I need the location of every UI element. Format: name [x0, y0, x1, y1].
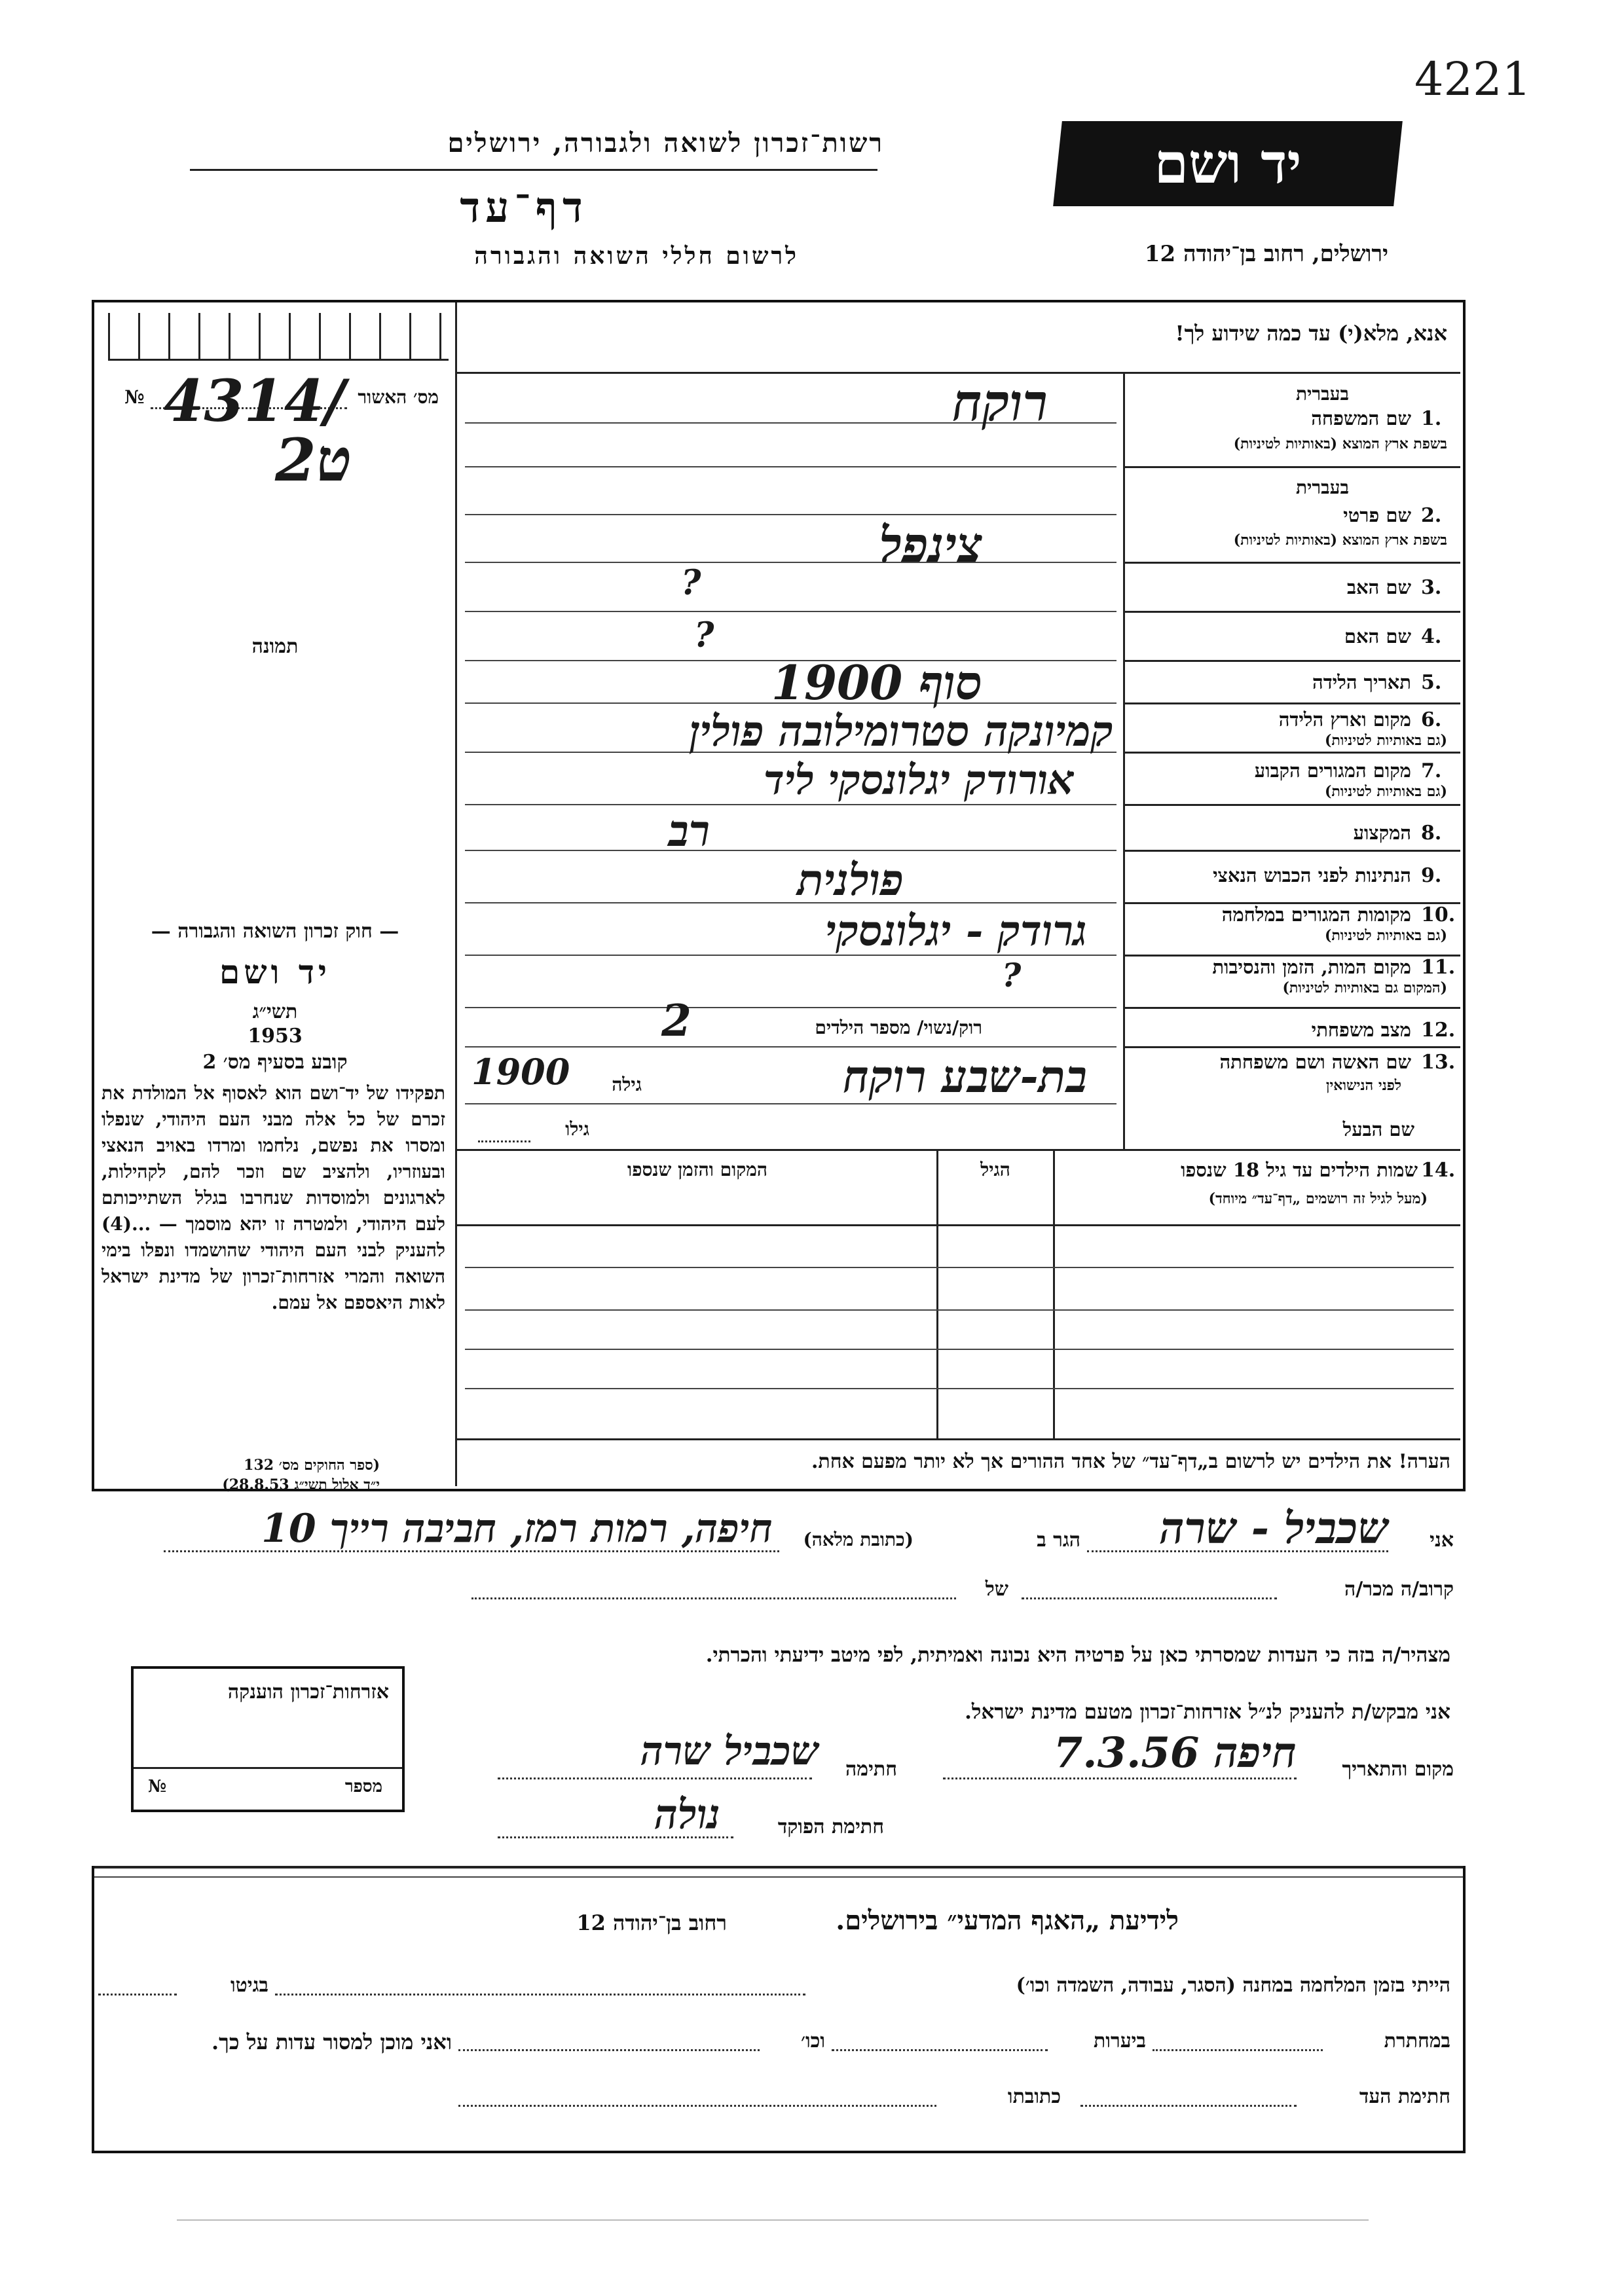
field-number-12: 12.: [1421, 1019, 1456, 1042]
law-ref-1: (ספר החוקים מס׳ 132: [244, 1457, 380, 1474]
info-frame: [92, 1866, 1466, 2153]
declarant-address: חיפה, רמות רמז, חביבה רייך 10: [261, 1506, 773, 1552]
label-mother-name: שם האם: [1344, 625, 1411, 647]
children-place-header: המקום והזמן שנספו: [627, 1159, 767, 1180]
field-number-13: 13.: [1421, 1051, 1456, 1074]
value-residence: אורודק יגלונסקי ליד: [763, 756, 1074, 804]
info-title: לידיעת „האגף המדעי״ בירושלים.: [836, 1905, 1179, 1936]
place-date-label: מקום והתאריך: [1342, 1758, 1454, 1781]
label-profession: המקצוע: [1353, 822, 1411, 844]
children-count: 2: [661, 995, 692, 1046]
value-mother-name: ?: [694, 615, 714, 655]
declarant-name: שכביל - שרה: [1159, 1503, 1388, 1554]
value-family-name: רוקח: [951, 373, 1048, 433]
info-line-camp: הייתי בזמן המלחמה במחנה (הסגר, עבודה, השמדה וכו׳): [1016, 1974, 1450, 1997]
label-death-place: מקום המות, הזמן והנסיבות: [1212, 956, 1411, 978]
children-table-note: (מעל לגיל זה רושמים „דף־עד״ מיוחד): [1208, 1190, 1428, 1207]
of-label: של: [985, 1578, 1008, 1601]
number-boxes: [108, 313, 449, 359]
citizenship-prefix: №: [148, 1777, 167, 1796]
field-number-1: 1.: [1421, 407, 1442, 430]
officer-signature: נולה: [654, 1791, 720, 1838]
approval-prefix: №: [124, 386, 145, 408]
field-number-9: 9.: [1421, 864, 1442, 887]
ani-label: אני: [1430, 1529, 1454, 1552]
etc-label: וכו׳: [801, 2030, 825, 2052]
note-birth-place: (גם באותיות לטיניות): [1324, 732, 1447, 749]
remark: הערה! את הילדים יש לרשום ב„דף־עד״ של אחד ההורים אך לא יותר מפעם אחת.: [811, 1450, 1450, 1473]
field-number-7: 7.: [1421, 759, 1442, 782]
citizenship-box: [131, 1666, 405, 1812]
field-number-10: 10.: [1421, 903, 1456, 926]
residing-label: הגר ב: [1037, 1529, 1080, 1552]
note-family-name: בשפת ארץ המוצא (באותיות לטיניות): [1233, 435, 1447, 452]
note-death-place: (המקום גם באותיות לטיניות): [1282, 979, 1447, 996]
page-number: 4221: [1414, 52, 1532, 106]
citizenship-number-label: מספר: [344, 1777, 382, 1796]
children-age-header: הגיל: [980, 1159, 1010, 1180]
citizenship-title: אזרחות־זכרון הוענקה: [227, 1681, 389, 1704]
photo-area: [164, 537, 386, 838]
marital-options: רוק/נשוי/ מספר הילדים: [815, 1017, 982, 1038]
full-address-label: (כתובת מלאה): [803, 1529, 913, 1550]
officer-label: חתימת הפוקד: [777, 1815, 884, 1838]
field-number-4: 4.: [1421, 625, 1442, 648]
law-name: יד ושם: [219, 953, 331, 991]
logo-text: יד ושם: [1154, 131, 1302, 196]
header-address: ירושלים, רחוב בן־יהודה 12: [1144, 241, 1388, 267]
note-wartime-residence: (גם באותיות לטיניות): [1324, 927, 1447, 944]
signature-label: חתימה: [845, 1758, 897, 1781]
husband-age-label: גילו: [565, 1118, 589, 1140]
approval-label: מס׳ האשור: [358, 386, 439, 408]
note-wife-name: לפני הנישואין: [1325, 1077, 1401, 1094]
approval-number: 4314/: [164, 367, 346, 435]
value-nationality: פולנית: [797, 854, 904, 905]
ghetto-label: בגיטו: [230, 1974, 268, 1997]
wife-age-value: 1900: [471, 1051, 570, 1093]
field-number-14: 14.: [1421, 1159, 1456, 1182]
value-birth-place: קמיונקה סטרומילובה פולין: [689, 707, 1113, 756]
form-subtitle: לרשום חללי השואה והגבורה: [474, 242, 799, 270]
hebrew-tag-2: בעברית: [1295, 477, 1349, 498]
hebrew-tag-1: בעברית: [1295, 383, 1349, 405]
field-number-6: 6.: [1421, 708, 1442, 731]
photo-label: תמונה: [251, 635, 299, 658]
value-first-name: צינפל: [879, 517, 982, 574]
label-family-name: שם המשפחה: [1311, 407, 1411, 429]
label-birth-date: תאריך הלידה: [1312, 671, 1411, 693]
field-number-3: 3.: [1421, 576, 1442, 599]
field-number-5: 5.: [1421, 671, 1442, 694]
label-father-name: שם האב: [1346, 576, 1411, 598]
declaration: מצהיר/ה בזה כי העדות שמסרתי כאן על פרטיה היא נכונה ואמיתית, לפי מיטב ידיעתי והכרתי.: [705, 1643, 1450, 1667]
place-date-value: חיפה 7.3.56: [1053, 1728, 1297, 1777]
field-number-8: 8.: [1421, 822, 1442, 845]
authority-name: רשות־זכרון לשואה ולגבורה, ירושלים: [447, 128, 884, 158]
label-husband-name: שם הבעל: [1342, 1118, 1414, 1140]
value-wife-name: בת-שבע רוקח: [843, 1051, 1087, 1103]
relative-label: קרוב/ה מכר/ה: [1344, 1578, 1454, 1601]
label-wife-name: שם האשה ושם משפחתה: [1219, 1051, 1411, 1073]
label-residence: מקום המגורים הקבוע: [1254, 759, 1411, 782]
signature-value: שכביל שרה: [640, 1728, 819, 1774]
law-text: תפקידו של יד־ושם הוא לאסוף אל המולדת את זכרם של כל אלה מבני העם היהודי, שנפלו ומסרו את נפשם, נלחמו ומרדו באויב הנאצי ובעוזריו, ולהציב שם וזכר להם, לקהילות, לארגונים ולמוסדות שנחרבו בגלל השתייכותם לעם היהודי, ולמטרה זו יהא מוסמך — ...(4) להעניק לבני העם היהודי שהושמדו ונפלו בימי השואה והמרי אזרחות־זכרון של מדינת ישראל לאות היאספם אל עמם.: [101, 1082, 445, 1313]
address-label: כתובתו: [1007, 2085, 1061, 2108]
label-nationality: הנתינות לפני הכבוש הנאצי: [1213, 864, 1411, 886]
wife-age-label: גילה: [612, 1074, 642, 1095]
yad-vashem-logo: [1053, 121, 1403, 206]
note-residence: (גם באותיות לטיניות): [1324, 783, 1447, 800]
label-wartime-residence: מקומות המגורים במלחמה: [1221, 903, 1411, 926]
witness-signature-label: חתימת העד: [1359, 2085, 1450, 2108]
ready-to-testify: ואני מוכן למסור עדות על כך.: [211, 2030, 452, 2054]
field-number-11: 11.: [1421, 956, 1456, 979]
forests-label: ביערות: [1093, 2030, 1146, 2052]
value-wartime-residence: גרודק - יגלונסקי: [825, 907, 1087, 956]
law-year: 1953: [248, 1025, 303, 1048]
value-birth-date: סוף 1900: [771, 655, 982, 710]
form-title: דף־עד: [460, 183, 588, 232]
law-ref-2: י״ד אלול תשי״ג 28.8.53): [222, 1476, 380, 1493]
citizenship-request: אני מבקש/ת להעניק לנ״ל אזרחות־זכרון מטעם מדינת ישראל.: [965, 1700, 1450, 1724]
underground-label: במחתרת: [1384, 2030, 1450, 2052]
value-father-name: ?: [681, 563, 701, 603]
info-address: רחוב בן־יהודה 12: [576, 1910, 727, 1935]
law-title: — חוק זכרון השואה והגבורה —: [151, 920, 399, 943]
note-first-name: בשפת ארץ המוצא (באותיות לטיניות): [1233, 532, 1447, 549]
value-death-place: ?: [1002, 956, 1022, 994]
law-section: קובע בסעיף מס׳ 2: [202, 1051, 348, 1074]
approval-suffix: 2ט: [275, 426, 352, 495]
children-table-title: שמות הילדים עד גיל 18 שנספו: [1181, 1159, 1418, 1181]
instruction: אנא, מלא(י) עד כמה שידוע לך!: [1175, 321, 1447, 346]
value-profession: רב: [668, 805, 710, 856]
label-first-name: שם פרטי: [1343, 504, 1411, 526]
label-marital-status: מצב משפחתי: [1311, 1019, 1411, 1041]
law-year-heb: תשי״ג: [252, 1000, 298, 1023]
label-birth-place: מקום וארץ הלידה: [1278, 708, 1411, 731]
field-number-2: 2.: [1421, 504, 1442, 527]
